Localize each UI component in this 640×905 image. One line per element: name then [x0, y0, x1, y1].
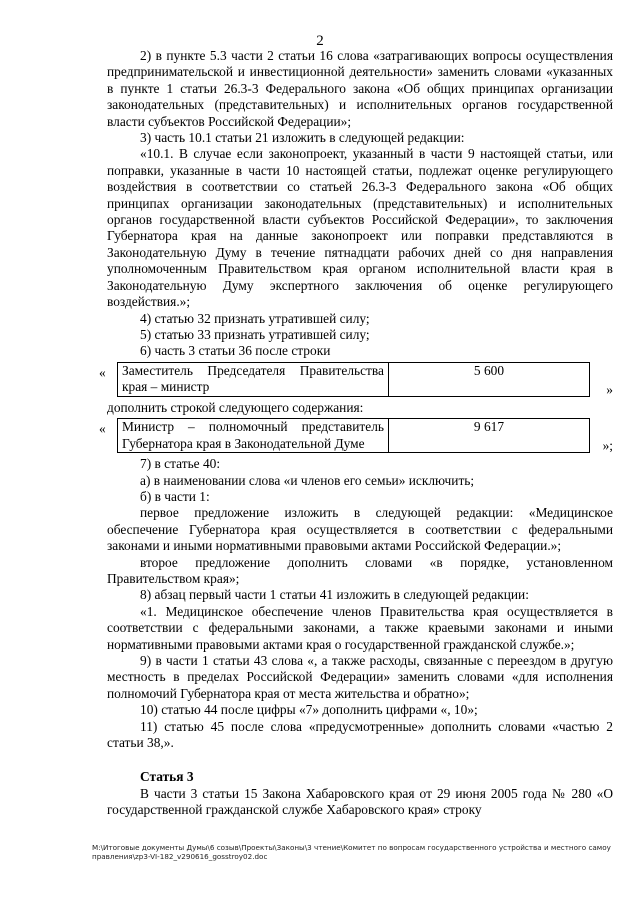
position-cell: Заместитель Председателя Правительства края – министр: [118, 362, 389, 396]
salary-table-row-1: [99, 362, 613, 400]
amendments-block-a: [107, 48, 613, 360]
salary-table-row-2: [99, 418, 613, 456]
quote-close: »;: [602, 438, 613, 454]
position-cell: Министр – полномочный представитель Губернатора края в Законодательной Думе: [118, 419, 389, 453]
paragraph: 6) часть 3 статьи 36 после строки: [140, 343, 331, 359]
article-title: Статья 3: [140, 769, 194, 785]
paragraph: первое предложение изложить в следующей редакции: «Медицинское обеспечение Губернатора края осуществляется в соответствии с федеральными законами и иными нормативными правовыми актами Российской Федерации.»;: [107, 505, 613, 554]
paragraph: 11) статью 45 после слова «предусмотренные» дополнить словами «частью 2 статьи 38,».: [107, 718, 613, 751]
paragraph: второе предложение дополнить словами «в порядке, установленном Правительством края»;: [107, 554, 613, 586]
paragraph: 8) абзац первый части 1 статьи 41 изложить в следующей редакции:: [140, 587, 529, 603]
paragraph: 4) статью 32 признать утратившей силу;: [140, 310, 370, 326]
file-path-footer: M:\Итоговые документы Думы\6 созыв\Проекты\Законы\3 чтение\Комитет по вопросам государственного устройства и местного самоуправления\zp3-VI-182_v290616_gosstroy02.doc: [92, 843, 611, 861]
paragraph: «1. Медицинское обеспечение членов Правительства края осуществляется в соответствии с федеральными законами, а также краевыми законами и иными нормативными правовыми актами края о государственной гражданской службе.»;: [107, 603, 613, 652]
salary-cell: 5 600: [389, 362, 590, 396]
salary-cell: 9 617: [389, 419, 590, 453]
quote-open: «: [99, 364, 106, 380]
paragraph: а) в наименовании слова «и членов его семьи» исключить;: [140, 472, 475, 488]
paragraph: 9) в части 1 статьи 43 слова «, а также расходы, связанные с переездом в другую местность в пределах Российской Федерации» заменить словами «для исполнения полномочий Губернатора края от места жительства и обратно»;: [107, 653, 613, 701]
quote-open: «: [99, 421, 106, 437]
paragraph: 7) в статье 40:: [140, 456, 221, 472]
document-body: [99, 48, 613, 819]
paragraph: «10.1. В случае если законопроект, указанный в части 9 настоящей статьи, или поправки, указанные в части 10 настоящей статьи, подлежат оценке регулирующего воздействия в соответствии со статьей 26.3-3 Федерального закона «Об общих принципах организации законодательных (представительных) и исполнительных органов государственной власти субъектов Российской Федерации», то заключения Губернатора края на данные законопроект или поправки представляются в Законодательную Думу в течение пятнадцати рабочих дней со дня направления уполномоченным Правительством края органом исполнительной власти края в Законодательную Думу экспертного заключения об оценке регулирующего воздействия.»;: [107, 146, 613, 310]
page-number: 2: [316, 33, 324, 49]
salary-table-2: [117, 418, 590, 453]
between-tables-text: дополнить строкой следующего содержания:: [107, 399, 364, 415]
paragraph: б) в части 1:: [140, 488, 210, 504]
paragraph: 5) статью 33 признать утратившей силу;: [140, 326, 370, 342]
paragraph: 3) часть 10.1 статьи 21 изложить в следующей редакции:: [140, 130, 465, 146]
quote-close: »: [606, 381, 613, 397]
salary-table-1: [117, 362, 590, 397]
article-text: В части 3 статьи 15 Закона Хабаровского края от 29 июня 2005 года № 280 «О государственной гражданской службе Хабаровского края» строку: [107, 785, 613, 818]
paragraph: 10) статью 44 после цифры «7» дополнить цифрами «, 10»;: [140, 702, 478, 718]
paragraph: 2) в пункте 5.3 части 2 статьи 16 слова «затрагивающих вопросы осуществления предпринимательской и инвестиционной деятельности» заменить словами «указанных в пункте 1 статьи 26.3-3 Федерального закона «Об общих принципах организации законодательных (представительных) и исполнительных органов государственной власти субъектов Российской Федерации»;: [107, 48, 613, 129]
amendments-block-b: [107, 456, 613, 751]
